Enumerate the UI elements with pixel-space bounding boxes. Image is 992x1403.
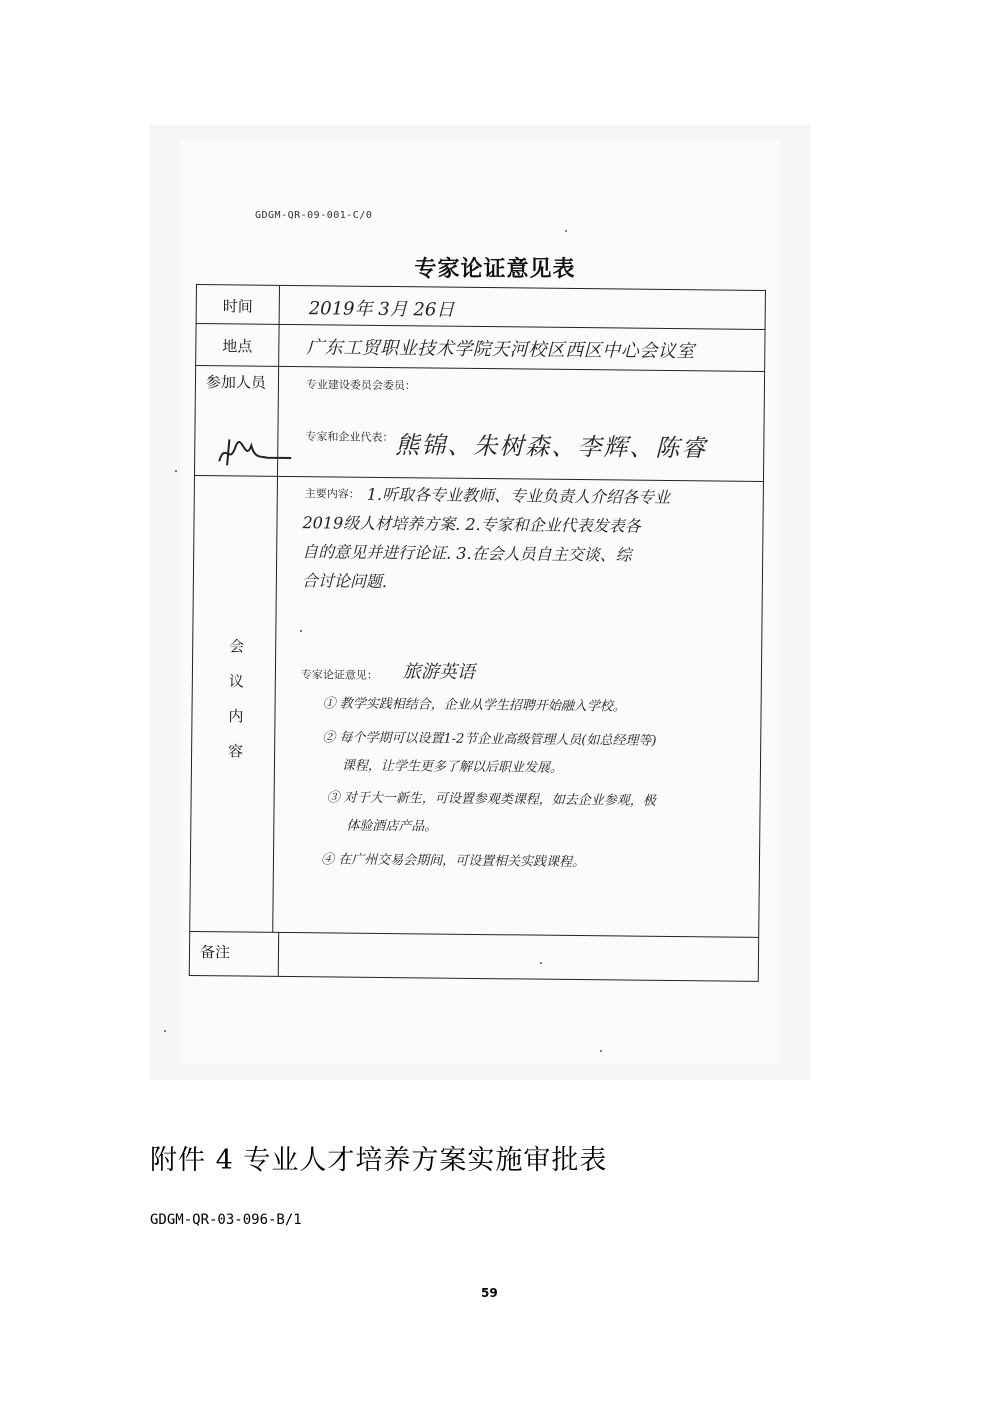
form-code-2: GDGM-QR-03-096-B/1 xyxy=(150,1212,302,1228)
experts-label: 专家和企业代表： xyxy=(305,430,394,445)
expert-opinion-table xyxy=(189,284,766,982)
time-label: 时间 xyxy=(222,297,253,316)
main-content-line: 合讨论问题. xyxy=(301,571,388,592)
place-value: 广东工贸职业技术学院天河校区西区中心会议室 xyxy=(306,337,695,363)
scan-speck xyxy=(300,630,302,632)
main-content-line: 自的意见并进行论证. 3.在会人员自主交谈、综 xyxy=(302,542,632,565)
opinion-item: ③ 对于大一新生，可设置参观类课程，如去企业参观，极 xyxy=(326,790,656,809)
signature-scribble-icon xyxy=(215,435,295,468)
main-content-label: 主要内容： xyxy=(304,487,360,501)
opinion-item: ② 每个学期可以设置1-2节企业高级管理人员(如总经理等) xyxy=(322,730,657,749)
row-divider xyxy=(190,931,758,938)
remarks-column-divider xyxy=(278,932,279,976)
label-column-divider xyxy=(272,286,280,932)
committee-label: 专业建设委员会委员： xyxy=(305,378,417,393)
opinion-item: 体验酒店产品。 xyxy=(346,818,438,835)
opinion-item: 课程，让学生更多了解以后职业发展。 xyxy=(341,758,564,776)
main-content-line: 1.听取各专业教师、专业负责人介绍各专业 xyxy=(366,484,671,507)
meeting-content-label: 内 xyxy=(228,707,244,726)
remarks-label: 备注 xyxy=(199,943,231,962)
opinion-label: 专家论证意见： xyxy=(300,668,378,682)
opinion-item: ① 教学实践相结合，企业从学生招聘开始融入学校。 xyxy=(322,696,626,715)
appendix-heading: 附件 4 专业人才培养方案实施审批表 xyxy=(150,1145,608,1176)
scan-speck xyxy=(600,1050,602,1052)
page-number: 59 xyxy=(481,1286,498,1300)
scan-speck xyxy=(540,962,542,964)
opinion-item: ④ 在广州交易会期间，可设置相关实践课程。 xyxy=(320,852,586,871)
place-label: 地点 xyxy=(222,337,253,356)
meeting-content-label: 会 xyxy=(229,637,245,656)
row-divider xyxy=(196,365,764,372)
scan-speck xyxy=(565,230,567,232)
opinion-subject: 旅游英语 xyxy=(402,661,476,683)
main-content-line: 2019级人材培养方案. 2.专家和企业代表发表各 xyxy=(302,513,641,536)
scan-speck xyxy=(175,470,177,472)
expert-signatures: 熊锦、朱树森、李辉、陈睿 xyxy=(395,431,708,463)
participants-label: 参加人员 xyxy=(205,373,267,392)
time-value: 2019年 3月 26日 xyxy=(308,298,455,321)
meeting-content-label: 容 xyxy=(228,742,244,761)
scan-speck xyxy=(164,1030,166,1032)
form-code: GDGM-QR-09-001-C/0 xyxy=(255,210,373,221)
meeting-content-label: 议 xyxy=(228,672,244,691)
row-divider xyxy=(197,323,765,330)
form-title: 专家论证意见表 xyxy=(414,256,576,282)
row-divider xyxy=(195,475,763,482)
